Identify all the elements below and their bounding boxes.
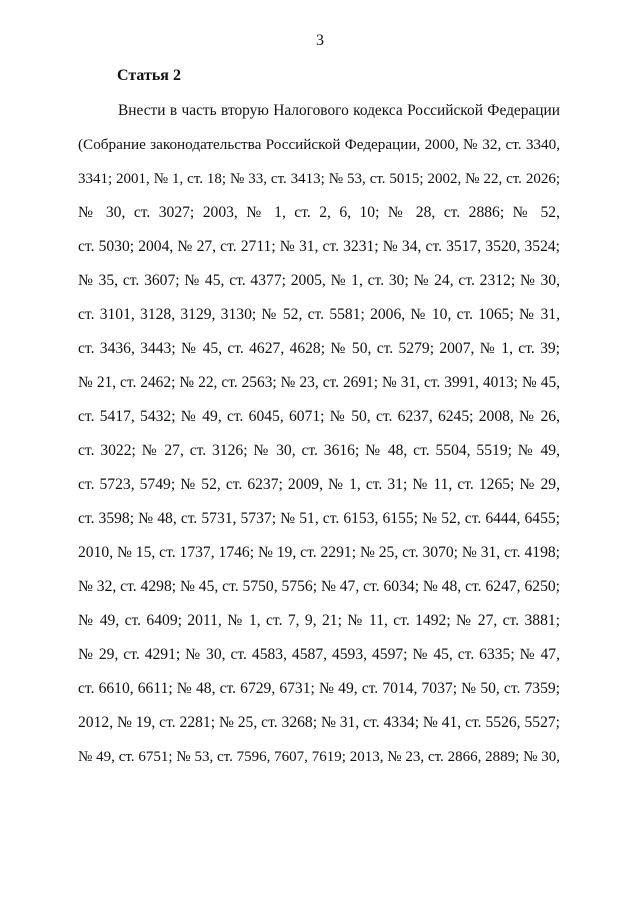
body-line: № 35, ст. 3607; № 45, ст. 4377; 2005, № 1, ст. 30; № 24, ст. 2312; № 30, [78,272,560,289]
body-line: ст. 3022; № 27, ст. 3126; № 30, ст. 3616; № 48, ст. 5504, 5519; № 49, [78,442,560,459]
article-heading: Статья 2 [117,67,181,84]
body-line: № 49, ст. 6751; № 53, ст. 7596, 7607, 7619; 2013, № 23, ст. 2866, 2889; № 30, [78,749,560,765]
body-line: № 30, ст. 3027; 2003, № 1, ст. 2, 6, 10; № 28, ст. 2886; № 52, [78,204,560,221]
page-number: 3 [316,32,324,49]
body-line: ст. 3101, 3128, 3129, 3130; № 52, ст. 5581; 2006, № 10, ст. 1065; № 31, [78,306,560,323]
body-line: ст. 5723, 5749; № 52, ст. 6237; 2009, № 1, ст. 31; № 11, ст. 1265; № 29, [78,476,560,493]
body-line: 2012, № 19, ст. 2281; № 25, ст. 3268; № 31, ст. 4334; № 41, ст. 5526, 5527; [78,714,560,731]
body-line: ст. 5030; 2004, № 27, ст. 2711; № 31, ст. 3231; № 34, ст. 3517, 3520, 3524; [78,238,560,255]
body-line: ст. 5417, 5432; № 49, ст. 6045, 6071; № 50, ст. 6237, 6245; 2008, № 26, [78,408,560,425]
body-line: № 21, ст. 2462; № 22, ст. 2563; № 23, ст. 2691; № 31, ст. 3991, 4013; № 45, [78,374,560,391]
body-line: 2010, № 15, ст. 1737, 1746; № 19, ст. 2291; № 25, ст. 3070; № 31, ст. 4198; [78,544,560,561]
article-body [78,101,560,781]
body-line: ст. 6610, 6611; № 48, ст. 6729, 6731; № 49, ст. 7014, 7037; № 50, ст. 7359; [78,680,560,697]
body-line: № 29, ст. 4291; № 30, ст. 4583, 4587, 4593, 4597; № 45, ст. 6335; № 47, [78,646,560,663]
body-line: ст. 3436, 3443; № 45, ст. 4627, 4628; № 50, ст. 5279; 2007, № 1, ст. 39; [78,340,560,357]
body-line: № 32, ст. 4298; № 45, ст. 5750, 5756; № 47, ст. 6034; № 48, ст. 6247, 6250; [78,578,560,595]
body-line: ст. 3598; № 48, ст. 5731, 5737; № 51, ст. 6153, 6155; № 52, ст. 6444, 6455; [78,510,560,527]
body-line: 3341; 2001, № 1, ст. 18; № 33, ст. 3413; № 53, ст. 5015; 2002, № 22, ст. 2026; [78,171,560,187]
body-line: (Собрание законодательства Российской Федерации, 2000, № 32, ст. 3340, [78,136,560,153]
body-line: № 49, ст. 6409; 2011, № 1, ст. 7, 9, 21; № 11, ст. 1492; № 27, ст. 3881; [78,612,560,629]
body-line: Внести в часть вторую Налогового кодекса Российской Федерации [118,102,560,119]
